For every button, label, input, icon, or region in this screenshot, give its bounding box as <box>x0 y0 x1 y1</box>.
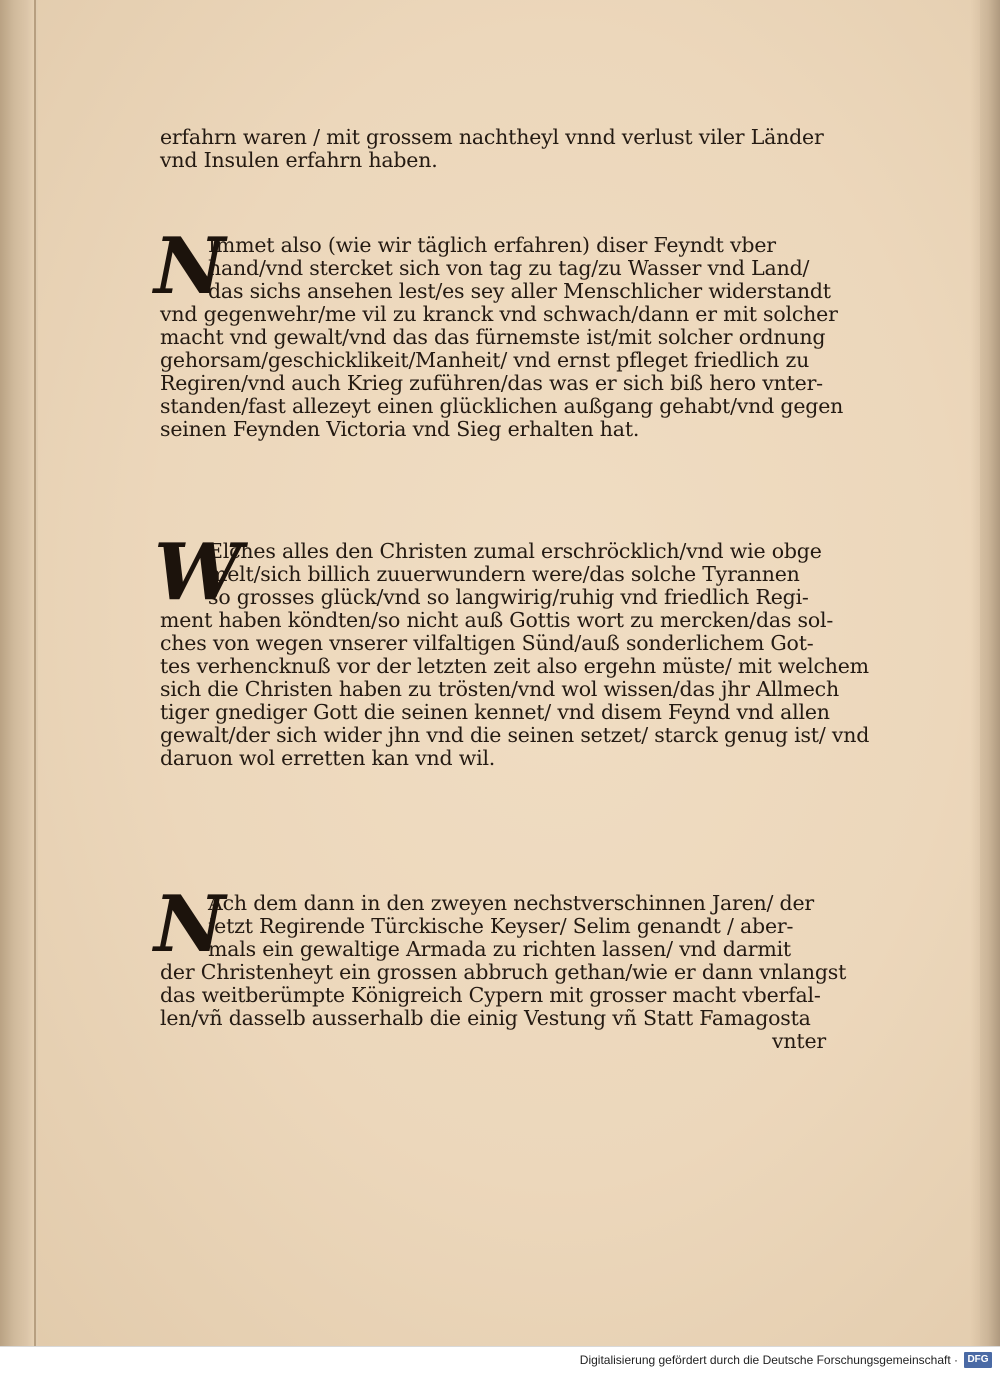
text-line: seinen Feynden Victoria vnd Sieg erhalten hat. <box>160 417 640 441</box>
dfg-logo[interactable]: DFG <box>964 1352 992 1368</box>
text-line: der Christenheyt ein grossen abbruch gethan/wie er dann vnlangst <box>160 960 847 984</box>
text-line: hand/vnd stercket sich von tag zu tag/zu Wasser vnd Land/ <box>208 256 810 280</box>
drop-cap-initial: W <box>154 527 242 618</box>
drop-cap-initial: N <box>154 879 226 970</box>
text-line: vnd gegenwehr/me vil zu kranck vnd schwach/dann er mit solcher <box>160 302 838 326</box>
page-gutter <box>0 0 36 1346</box>
text-line: tes verhencknuß vor der letzten zeit also ergehn müste/ mit welchem <box>160 654 869 678</box>
text-line: das weitberümpte Königreich Cypern mit grosser macht vberfal- <box>160 983 821 1007</box>
text-line: erfahrn waren / mit grossem nachtheyl vnnd verlust viler Länder <box>160 125 824 149</box>
text-line: so grosses glück/vnd so langwirig/ruhig vnd friedlich Regi- <box>208 585 809 609</box>
footer-bar <box>0 1346 1000 1374</box>
paragraph-1 <box>154 221 850 441</box>
text-line: Ach dem dann in den zweyen nechstverschinnen Jaren/ der <box>208 891 815 915</box>
text-line: Elches alles den Christen zumal erschröcklich/vnd wie obge <box>208 539 822 563</box>
text-line: standen/fast allezeyt einen glücklichen außgang gehabt/vnd gegen <box>160 394 844 418</box>
text-line: jetzt Regirende Türckische Keyser/ Selim genandt / aber- <box>208 914 794 938</box>
text-line: tiger gnediger Gott die seinen kennet/ vnd disem Feynd vnd allen <box>160 700 830 724</box>
text-line: Immet also (wie wir täglich erfahren) diser Feyndt vber <box>208 233 776 257</box>
catchword: vnter <box>772 1029 826 1053</box>
text-line: ment haben köndten/so nicht auß Gottis wort zu mercken/das sol- <box>160 608 834 632</box>
paragraph-2 <box>154 527 870 770</box>
text-line: daruon wol erretten kan vnd wil. <box>160 746 496 770</box>
paragraph-continuation <box>160 126 850 172</box>
text-line: gehorsam/geschicklikeit/Manheit/ vnd ernst pfleget friedlich zu <box>160 348 810 372</box>
text-line: len/vñ dasselb ausserhalb die einig Vestung vñ Statt Famagosta <box>160 1006 811 1030</box>
text-line: gewalt/der sich wider jhn vnd die seinen setzet/ starck genug ist/ vnd <box>160 723 870 747</box>
funding-notice: Digitalisierung gefördert durch die Deutsche Forschungsgemeinschaft · <box>579 1353 958 1367</box>
drop-cap-initial: N <box>154 221 226 312</box>
text-line: macht vnd gewalt/vnd das das fürnemste ist/mit solcher ordnung <box>160 325 826 349</box>
text-line: melt/sich billich zuuerwundern were/das solche Tyrannen <box>208 562 800 586</box>
text-line: Regiren/vnd auch Krieg zuführen/das was er sich biß hero vnter- <box>160 371 823 395</box>
paragraph-3 <box>154 879 850 1053</box>
text-line: ches von wegen vnserer vilfaltigen Sünd/auß sonderlichem Got- <box>160 631 814 655</box>
text-line: vnd Insulen erfahrn haben. <box>160 148 438 172</box>
text-line: das sichs ansehen lest/es sey aller Menschlicher widerstandt <box>208 279 831 303</box>
page-edge-shadow <box>970 0 1000 1346</box>
text-line: mals ein gewaltige Armada zu richten lassen/ vnd darmit <box>208 937 791 961</box>
text-line: sich die Christen haben zu trösten/vnd wol wissen/das jhr Allmech <box>160 677 839 701</box>
